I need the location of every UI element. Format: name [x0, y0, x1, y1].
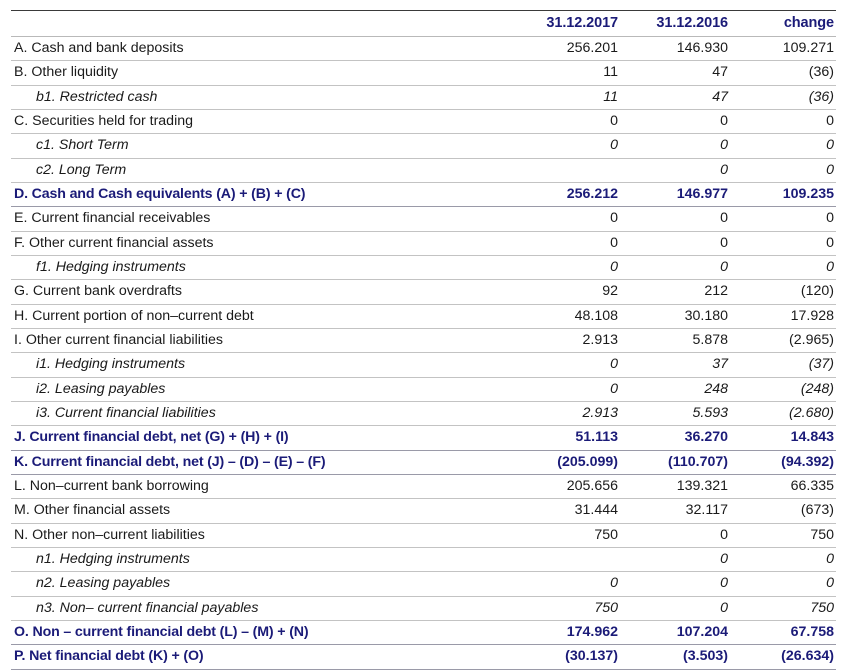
- table-row: [11, 182, 836, 206]
- row-value-col-1: 92: [508, 280, 620, 304]
- row-value-col-3: (36): [730, 61, 836, 85]
- row-label: F. Other current financial assets: [11, 231, 508, 255]
- row-value-col-1: 0: [508, 377, 620, 401]
- row-label: b1. Restricted cash: [11, 85, 508, 109]
- table-row: [11, 499, 836, 523]
- row-value-col-3: (37): [730, 353, 836, 377]
- row-value-col-2: 107.204: [620, 620, 730, 644]
- row-label: G. Current bank overdrafts: [11, 280, 508, 304]
- table-header-row: [11, 11, 836, 37]
- table-row: [11, 231, 836, 255]
- table-row: [11, 523, 836, 547]
- table-row: [11, 353, 836, 377]
- row-label: K. Current financial debt, net (J) – (D) – (E) – (F): [11, 450, 508, 474]
- row-value-col-2: 30.180: [620, 304, 730, 328]
- table-row: [11, 207, 836, 231]
- table-row: [11, 474, 836, 498]
- table-body: [11, 37, 836, 670]
- row-label: A. Cash and bank deposits: [11, 37, 508, 61]
- row-value-col-2: 5.878: [620, 328, 730, 352]
- table-row: [11, 134, 836, 158]
- row-value-col-2: (110.707): [620, 450, 730, 474]
- table-row: [11, 401, 836, 425]
- row-value-col-1: 51.113: [508, 426, 620, 450]
- row-value-col-1: 174.962: [508, 620, 620, 644]
- row-value-col-3: 0: [730, 255, 836, 279]
- row-label: i2. Leasing payables: [11, 377, 508, 401]
- row-value-col-3: 66.335: [730, 474, 836, 498]
- row-label: P. Net financial debt (K) + (O): [11, 645, 508, 669]
- row-label: n2. Leasing payables: [11, 572, 508, 596]
- row-value-col-2: 248: [620, 377, 730, 401]
- row-value-col-1: 0: [508, 255, 620, 279]
- row-value-col-2: 47: [620, 61, 730, 85]
- row-value-col-2: 0: [620, 596, 730, 620]
- row-value-col-2: 0: [620, 523, 730, 547]
- row-value-col-1: 256.212: [508, 182, 620, 206]
- table-row: [11, 37, 836, 61]
- column-header-period-2: 31.12.2016: [620, 11, 730, 37]
- row-label: c2. Long Term: [11, 158, 508, 182]
- row-value-col-3: (248): [730, 377, 836, 401]
- row-value-col-3: (26.634): [730, 645, 836, 669]
- row-value-col-2: 36.270: [620, 426, 730, 450]
- row-label: i1. Hedging instruments: [11, 353, 508, 377]
- row-label: f1. Hedging instruments: [11, 255, 508, 279]
- row-value-col-3: 750: [730, 596, 836, 620]
- row-value-col-3: 67.758: [730, 620, 836, 644]
- row-value-col-2: 0: [620, 255, 730, 279]
- row-value-col-3: (120): [730, 280, 836, 304]
- row-label: H. Current portion of non–current debt: [11, 304, 508, 328]
- table-row: [11, 547, 836, 571]
- row-label: B. Other liquidity: [11, 61, 508, 85]
- row-value-col-1: 2.913: [508, 401, 620, 425]
- table-row: [11, 426, 836, 450]
- row-value-col-1: 11: [508, 61, 620, 85]
- row-value-col-2: 212: [620, 280, 730, 304]
- row-value-col-3: 0: [730, 109, 836, 133]
- row-value-col-1: 0: [508, 207, 620, 231]
- row-label: n1. Hedging instruments: [11, 547, 508, 571]
- row-value-col-1: [508, 158, 620, 182]
- row-value-col-2: 0: [620, 158, 730, 182]
- row-value-col-2: 146.977: [620, 182, 730, 206]
- row-value-col-1: 0: [508, 109, 620, 133]
- table-row: [11, 280, 836, 304]
- table-header: [11, 11, 836, 37]
- row-value-col-2: (3.503): [620, 645, 730, 669]
- row-value-col-2: 32.117: [620, 499, 730, 523]
- row-value-col-1: [508, 547, 620, 571]
- row-value-col-3: 109.271: [730, 37, 836, 61]
- row-value-col-2: 139.321: [620, 474, 730, 498]
- row-label: E. Current financial receivables: [11, 207, 508, 231]
- row-label: N. Other non–current liabilities: [11, 523, 508, 547]
- row-value-col-1: 11: [508, 85, 620, 109]
- row-label: J. Current financial debt, net (G) + (H) + (I): [11, 426, 508, 450]
- row-value-col-3: 0: [730, 158, 836, 182]
- row-value-col-3: (2.680): [730, 401, 836, 425]
- row-label: O. Non – current financial debt (L) – (M) + (N): [11, 620, 508, 644]
- row-value-col-1: 48.108: [508, 304, 620, 328]
- row-value-col-3: 17.928: [730, 304, 836, 328]
- row-value-col-3: 0: [730, 134, 836, 158]
- row-value-col-1: (30.137): [508, 645, 620, 669]
- financial-statement-sheet: [0, 10, 847, 665]
- row-value-col-2: 0: [620, 231, 730, 255]
- row-value-col-2: 146.930: [620, 37, 730, 61]
- row-value-col-1: 2.913: [508, 328, 620, 352]
- row-value-col-1: 205.656: [508, 474, 620, 498]
- row-value-col-3: 0: [730, 207, 836, 231]
- column-header-label: [11, 11, 508, 37]
- table-row: [11, 328, 836, 352]
- table-row: [11, 109, 836, 133]
- column-header-period-1: 31.12.2017: [508, 11, 620, 37]
- column-header-change: change: [730, 11, 836, 37]
- row-value-col-1: 750: [508, 523, 620, 547]
- row-value-col-1: 256.201: [508, 37, 620, 61]
- table-row: [11, 158, 836, 182]
- row-value-col-3: 0: [730, 231, 836, 255]
- row-value-col-3: 0: [730, 547, 836, 571]
- row-value-col-3: (94.392): [730, 450, 836, 474]
- row-value-col-1: 0: [508, 134, 620, 158]
- row-value-col-2: 0: [620, 547, 730, 571]
- row-value-col-1: 31.444: [508, 499, 620, 523]
- row-value-col-3: 14.843: [730, 426, 836, 450]
- row-label: M. Other financial assets: [11, 499, 508, 523]
- table-row: [11, 450, 836, 474]
- row-label: n3. Non– current financial payables: [11, 596, 508, 620]
- row-label: c1. Short Term: [11, 134, 508, 158]
- row-label: C. Securities held for trading: [11, 109, 508, 133]
- row-value-col-2: 47: [620, 85, 730, 109]
- row-label: i3. Current financial liabilities: [11, 401, 508, 425]
- row-value-col-2: 0: [620, 134, 730, 158]
- row-value-col-3: 0: [730, 572, 836, 596]
- table-row: [11, 596, 836, 620]
- row-value-col-2: 5.593: [620, 401, 730, 425]
- row-value-col-3: (2.965): [730, 328, 836, 352]
- table-row: [11, 304, 836, 328]
- row-value-col-3: 109.235: [730, 182, 836, 206]
- row-value-col-3: (36): [730, 85, 836, 109]
- row-value-col-1: 0: [508, 353, 620, 377]
- row-value-col-2: 0: [620, 572, 730, 596]
- table-row: [11, 377, 836, 401]
- row-value-col-2: 0: [620, 207, 730, 231]
- table-row: [11, 620, 836, 644]
- table-row: [11, 255, 836, 279]
- row-label: D. Cash and Cash equivalents (A) + (B) + (C): [11, 182, 508, 206]
- row-value-col-1: 750: [508, 596, 620, 620]
- table-row: [11, 85, 836, 109]
- row-value-col-3: (673): [730, 499, 836, 523]
- net-financial-debt-table: [11, 10, 836, 670]
- row-label: L. Non–current bank borrowing: [11, 474, 508, 498]
- table-row: [11, 61, 836, 85]
- row-value-col-1: (205.099): [508, 450, 620, 474]
- row-label: I. Other current financial liabilities: [11, 328, 508, 352]
- row-value-col-2: 0: [620, 109, 730, 133]
- table-row: [11, 572, 836, 596]
- row-value-col-3: 750: [730, 523, 836, 547]
- row-value-col-1: 0: [508, 231, 620, 255]
- row-value-col-1: 0: [508, 572, 620, 596]
- row-value-col-2: 37: [620, 353, 730, 377]
- table-row: [11, 645, 836, 669]
